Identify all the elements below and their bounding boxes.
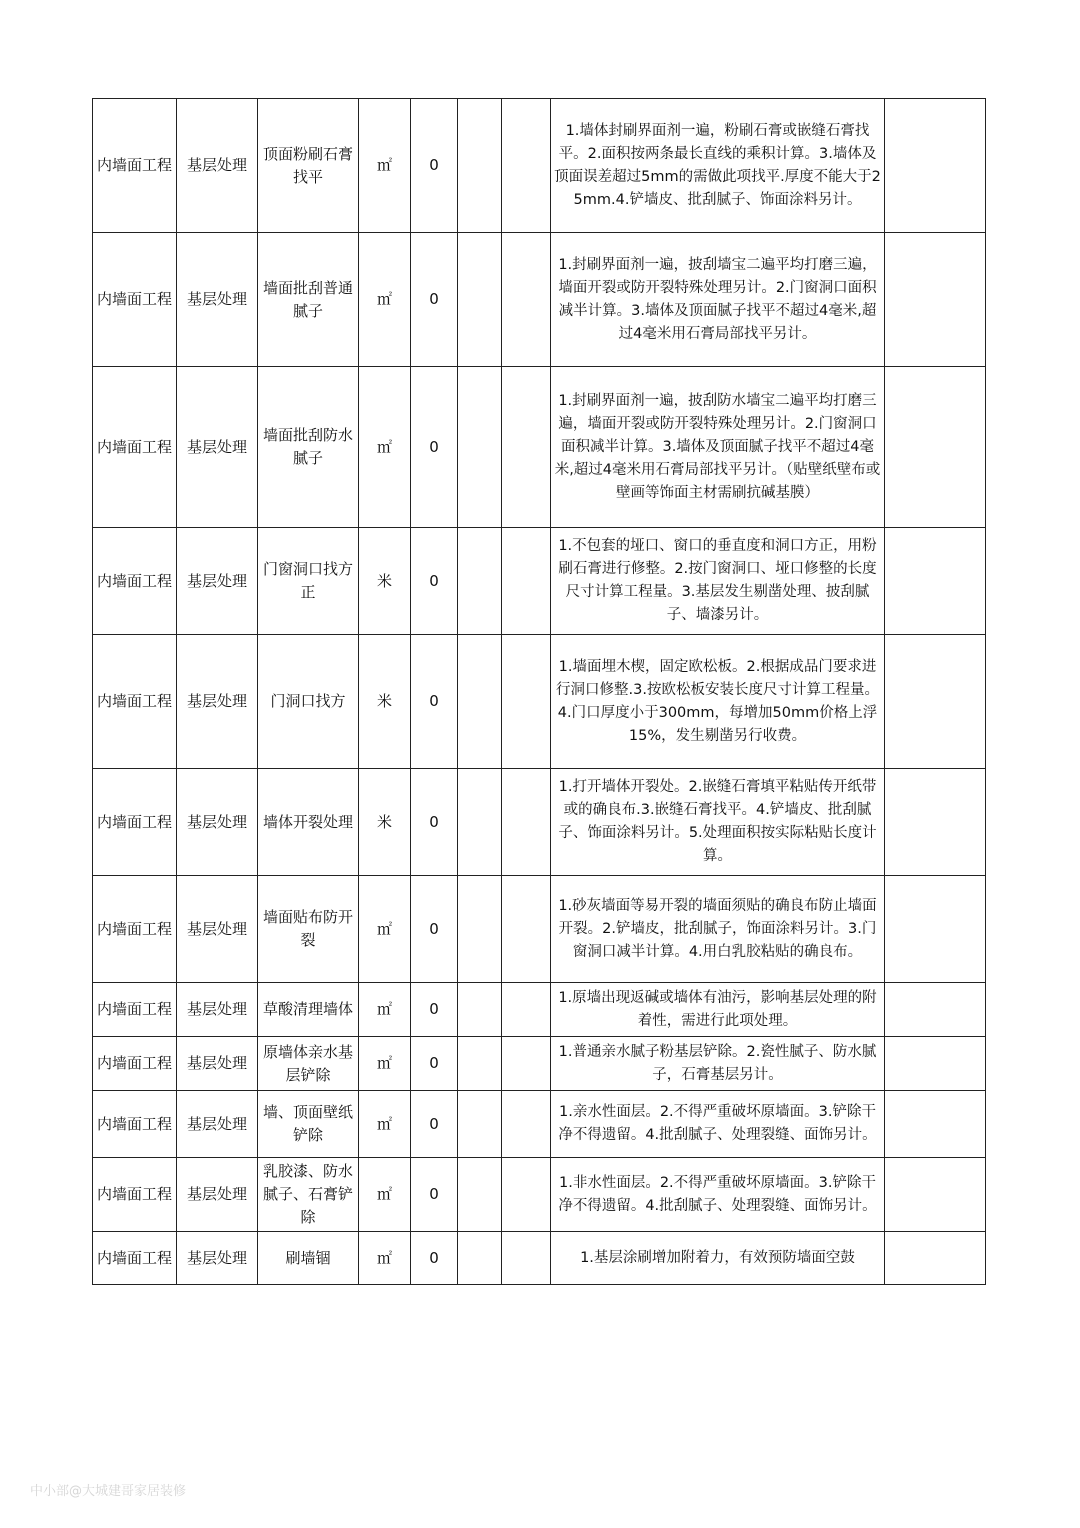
unit-cell: ㎡ (359, 233, 411, 367)
subcategory-cell: 基层处理 (177, 367, 258, 528)
description-cell: 1.不包套的垭口、窗口的垂直度和洞口方正，用粉刷石膏进行修整。2.按门窗洞口、垭口修整的长度尺寸计算工程量。3.基层发生剔凿处理、披刮腻子、墙漆另计。 (551, 528, 885, 635)
description-cell: 1.砂灰墙面等易开裂的墙面须贴的确良布防止墙面开裂。2.铲墙皮，批刮腻子，饰面涂料另计。3.门窗洞口减半计算。4.用白乳胶粘贴的确良布。 (551, 876, 885, 983)
remark-cell (885, 1037, 986, 1091)
watermark-text: 中小部@大城建哥家居装修 (30, 1484, 187, 1499)
subcategory-cell: 基层处理 (177, 1158, 258, 1232)
quantity-cell: 0 (411, 635, 458, 769)
table-row (93, 1158, 986, 1232)
unit-price-cell (458, 1091, 502, 1158)
category-cell: 内墙面工程 (93, 233, 177, 367)
table-row (93, 1232, 986, 1285)
remark-cell (885, 983, 986, 1037)
item-name-cell: 墙面批刮防水腻子 (258, 367, 359, 528)
total-price-cell (502, 367, 551, 528)
category-cell: 内墙面工程 (93, 528, 177, 635)
unit-cell: 米 (359, 635, 411, 769)
category-cell: 内墙面工程 (93, 367, 177, 528)
category-cell: 内墙面工程 (93, 876, 177, 983)
remark-cell (885, 233, 986, 367)
table-row (93, 983, 986, 1037)
total-price-cell (502, 233, 551, 367)
subcategory-cell: 基层处理 (177, 983, 258, 1037)
total-price-cell (502, 528, 551, 635)
quantity-cell: 0 (411, 876, 458, 983)
total-price-cell (502, 769, 551, 876)
total-price-cell (502, 983, 551, 1037)
quote-table-body (93, 99, 986, 1285)
remark-cell (885, 1232, 986, 1285)
item-name-cell: 墙面批刮普通腻子 (258, 233, 359, 367)
remark-cell (885, 1091, 986, 1158)
unit-cell: ㎡ (359, 876, 411, 983)
subcategory-cell: 基层处理 (177, 1232, 258, 1285)
item-name-cell: 原墙体亲水基层铲除 (258, 1037, 359, 1091)
table-row (93, 635, 986, 769)
remark-cell (885, 528, 986, 635)
unit-cell: ㎡ (359, 1232, 411, 1285)
quote-table (92, 98, 986, 1285)
quantity-cell: 0 (411, 528, 458, 635)
description-cell: 1.墙体封刷界面剂一遍，粉刷石膏或嵌缝石膏找平。2.面积按两条最长直线的乘积计算。3.墙体及顶面误差超过5mm的需做此项找平.厚度不能大于25mm.4.铲墙皮、批刮腻子、饰面涂料另计。 (551, 99, 885, 233)
unit-cell: ㎡ (359, 367, 411, 528)
total-price-cell (502, 635, 551, 769)
subcategory-cell: 基层处理 (177, 635, 258, 769)
table-row (93, 367, 986, 528)
unit-cell: ㎡ (359, 1037, 411, 1091)
item-name-cell: 门洞口找方 (258, 635, 359, 769)
item-name-cell: 草酸清理墙体 (258, 983, 359, 1037)
category-cell: 内墙面工程 (93, 1232, 177, 1285)
quantity-cell: 0 (411, 99, 458, 233)
quantity-cell: 0 (411, 769, 458, 876)
unit-cell: ㎡ (359, 1158, 411, 1232)
remark-cell (885, 1158, 986, 1232)
category-cell: 内墙面工程 (93, 983, 177, 1037)
total-price-cell (502, 1232, 551, 1285)
item-name-cell: 门窗洞口找方正 (258, 528, 359, 635)
subcategory-cell: 基层处理 (177, 769, 258, 876)
description-cell: 1.打开墙体开裂处。2.嵌缝石膏填平粘贴传开纸带或的确良布.3.嵌缝石膏找平。4.铲墙皮、批刮腻子、饰面涂料另计。5.处理面积按实际粘贴长度计算。 (551, 769, 885, 876)
quantity-cell: 0 (411, 367, 458, 528)
unit-cell: ㎡ (359, 99, 411, 233)
remark-cell (885, 367, 986, 528)
unit-price-cell (458, 983, 502, 1037)
table-row (93, 233, 986, 367)
unit-price-cell (458, 367, 502, 528)
description-cell: 1.封刷界面剂一遍，披刮防水墙宝二遍平均打磨三遍，墙面开裂或防开裂特殊处理另计。2.门窗洞口面积减半计算。3.墙体及顶面腻子找平不超过4毫米,超过4毫米用石膏局部找平另计。（贴壁纸壁布或壁画等饰面主材需刷抗碱基膜） (551, 367, 885, 528)
quantity-cell: 0 (411, 233, 458, 367)
subcategory-cell: 基层处理 (177, 99, 258, 233)
table-row (93, 769, 986, 876)
unit-price-cell (458, 528, 502, 635)
quantity-cell: 0 (411, 1232, 458, 1285)
quantity-cell: 0 (411, 983, 458, 1037)
subcategory-cell: 基层处理 (177, 233, 258, 367)
remark-cell (885, 99, 986, 233)
unit-price-cell (458, 635, 502, 769)
description-cell: 1.非水性面层。2.不得严重破坏原墙面。3.铲除干净不得遗留。4.批刮腻子、处理裂缝、面饰另计。 (551, 1158, 885, 1232)
table-row (93, 1091, 986, 1158)
subcategory-cell: 基层处理 (177, 1091, 258, 1158)
unit-cell: 米 (359, 528, 411, 635)
description-cell: 1.原墙出现返碱或墙体有油污，影响基层处理的附着性，需进行此项处理。 (551, 983, 885, 1037)
unit-cell: 米 (359, 769, 411, 876)
description-cell: 1.封刷界面剂一遍，披刮墙宝二遍平均打磨三遍，墙面开裂或防开裂特殊处理另计。2.门窗洞口面积减半计算。3.墙体及顶面腻子找平不超过4毫米,超过4毫米用石膏局部找平另计。 (551, 233, 885, 367)
item-name-cell: 墙面贴布防开裂 (258, 876, 359, 983)
table-row (93, 1037, 986, 1091)
subcategory-cell: 基层处理 (177, 876, 258, 983)
category-cell: 内墙面工程 (93, 635, 177, 769)
remark-cell (885, 769, 986, 876)
item-name-cell: 刷墙锢 (258, 1232, 359, 1285)
unit-price-cell (458, 233, 502, 367)
description-cell: 1.普通亲水腻子粉基层铲除。2.瓷性腻子、防水腻子，石膏基层另计。 (551, 1037, 885, 1091)
description-cell: 1.墙面埋木楔，固定欧松板。2.根据成品门要求进行洞口修整.3.按欧松板安装长度尺寸计算工程量。4.门口厚度小于300mm，每增加50mm价格上浮15%，发生剔凿另行收费。 (551, 635, 885, 769)
quantity-cell: 0 (411, 1037, 458, 1091)
unit-cell: ㎡ (359, 983, 411, 1037)
quantity-cell: 0 (411, 1158, 458, 1232)
item-name-cell: 墙、顶面壁纸铲除 (258, 1091, 359, 1158)
table-row (93, 876, 986, 983)
remark-cell (885, 635, 986, 769)
category-cell: 内墙面工程 (93, 1037, 177, 1091)
subcategory-cell: 基层处理 (177, 1037, 258, 1091)
total-price-cell (502, 1091, 551, 1158)
item-name-cell: 乳胶漆、防水腻子、石膏铲除 (258, 1158, 359, 1232)
description-cell: 1.亲水性面层。2.不得严重破坏原墙面。3.铲除干净不得遗留。4.批刮腻子、处理裂缝、面饰另计。 (551, 1091, 885, 1158)
total-price-cell (502, 1037, 551, 1091)
category-cell: 内墙面工程 (93, 1091, 177, 1158)
table-row (93, 99, 986, 233)
quantity-cell: 0 (411, 1091, 458, 1158)
unit-price-cell (458, 876, 502, 983)
category-cell: 内墙面工程 (93, 769, 177, 876)
unit-price-cell (458, 769, 502, 876)
item-name-cell: 墙体开裂处理 (258, 769, 359, 876)
remark-cell (885, 876, 986, 983)
category-cell: 内墙面工程 (93, 99, 177, 233)
table-row (93, 528, 986, 635)
unit-price-cell (458, 1158, 502, 1232)
description-cell: 1.基层涂刷增加附着力，有效预防墙面空鼓 (551, 1232, 885, 1285)
total-price-cell (502, 99, 551, 233)
unit-price-cell (458, 1037, 502, 1091)
total-price-cell (502, 876, 551, 983)
unit-cell: ㎡ (359, 1091, 411, 1158)
subcategory-cell: 基层处理 (177, 528, 258, 635)
unit-price-cell (458, 1232, 502, 1285)
total-price-cell (502, 1158, 551, 1232)
unit-price-cell (458, 99, 502, 233)
category-cell: 内墙面工程 (93, 1158, 177, 1232)
item-name-cell: 顶面粉刷石膏找平 (258, 99, 359, 233)
